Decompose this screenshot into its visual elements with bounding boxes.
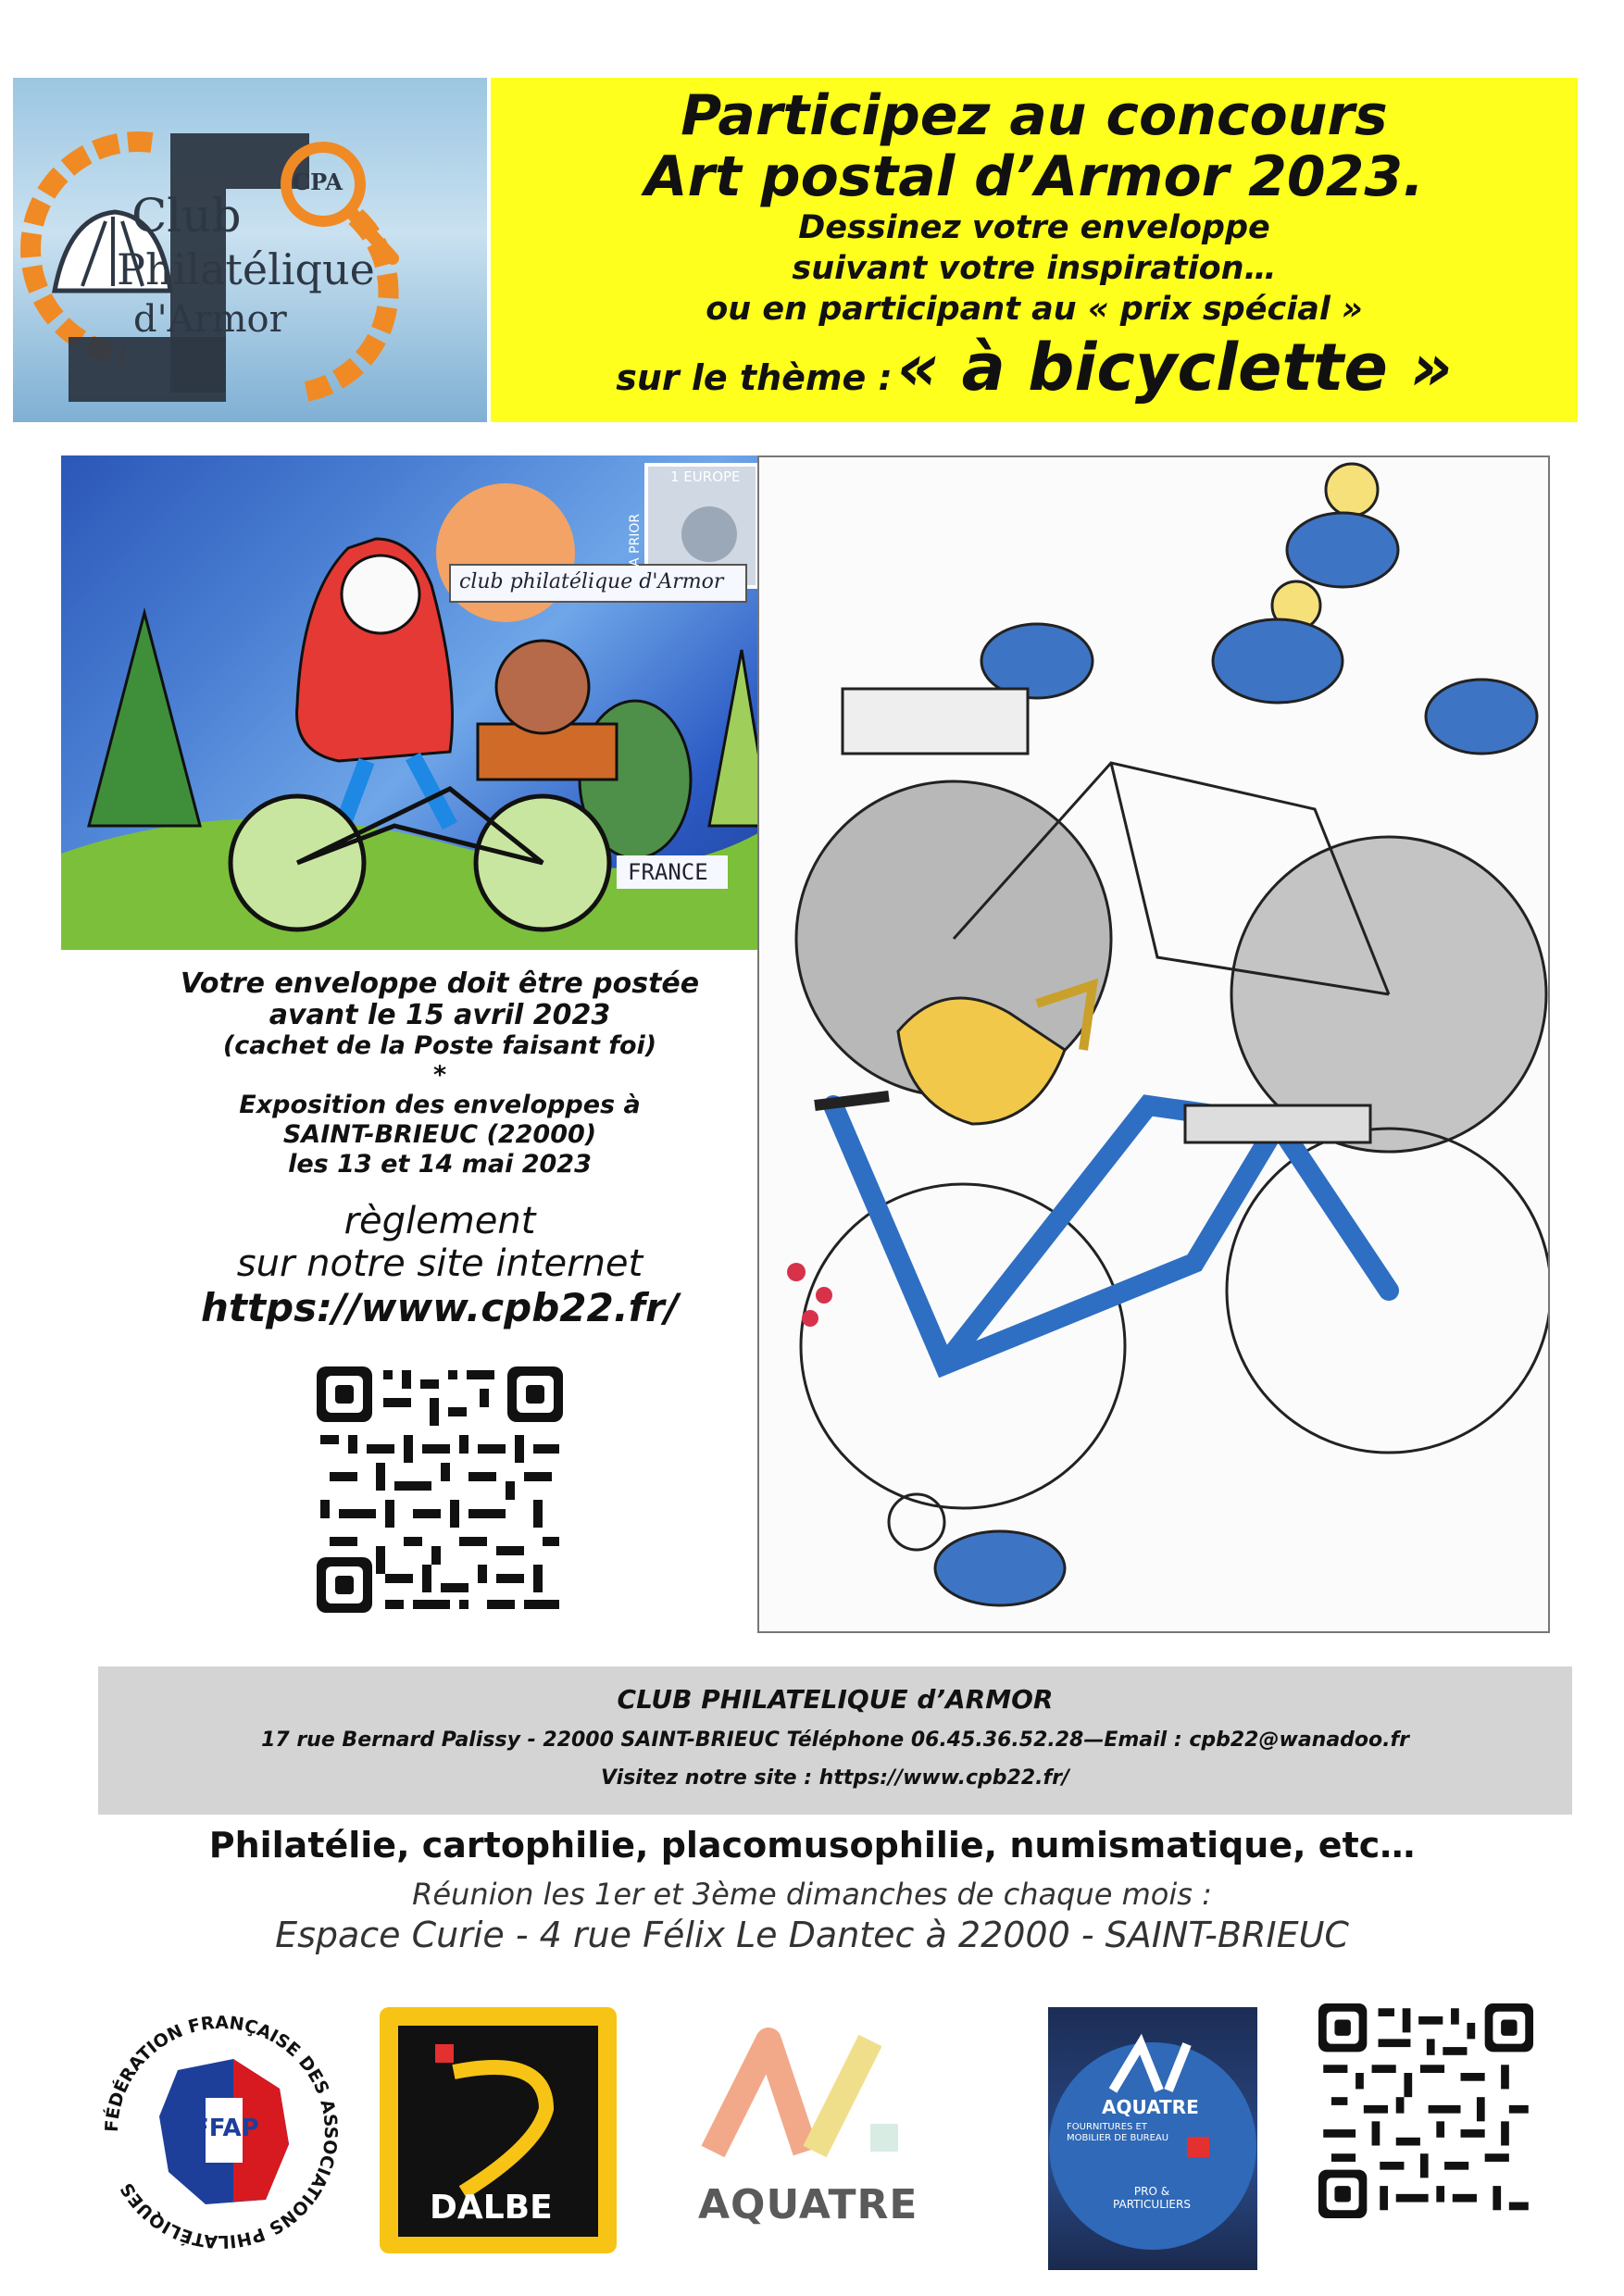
qr-code-left-icon[interactable] xyxy=(317,1366,563,1613)
aquatre-mark-icon xyxy=(685,2022,944,2179)
aquatre-store-pro: PRO & PARTICULIERS xyxy=(1113,2185,1191,2211)
rules-line-2: sur notre site internet xyxy=(236,1242,643,1285)
theme-title: « à bicyclette » xyxy=(896,330,1453,406)
club-logo xyxy=(13,78,487,422)
postmark-note: (cachet de la Poste faisant foi) xyxy=(222,1031,657,1060)
club-address: 17 rue Bernard Palissy - 22000 SAINT-BRIEUC Téléphone 06.45.36.52.28—Email : cpb22@wanadoo.fr xyxy=(261,1728,1409,1752)
ffap-logo xyxy=(94,2005,348,2259)
title-banner xyxy=(491,78,1578,422)
subtitle-line-1: Dessinez votre enveloppe xyxy=(798,209,1270,246)
dalbe-logo-panel xyxy=(398,2026,598,2237)
logo-line-3: d'Armor xyxy=(133,298,287,341)
postcard-country: FRANCE xyxy=(628,859,708,885)
dalbe-logo xyxy=(380,2007,617,2253)
rules-url-link[interactable]: https://www.cpb22.fr/ xyxy=(200,1285,680,1330)
hobbies-line: Philatélie, cartophilie, placomusophilie, numismatique, etc… xyxy=(208,1825,1416,1866)
subtitle-line-3: ou en participant au « prix spécial » xyxy=(706,291,1363,328)
club-name: CLUB PHILATELIQUE d’ARMOR xyxy=(617,1684,1054,1715)
exhibition-line-3: les 13 et 14 mai 2023 xyxy=(288,1150,592,1179)
qr-code-right-icon[interactable] xyxy=(1318,2003,1533,2218)
postcard-illustration xyxy=(61,455,770,950)
bicycles-sketch-icon xyxy=(759,457,1548,1631)
club-site-link[interactable]: Visitez notre site : https://www.cpb22.fr/ xyxy=(601,1766,1069,1790)
meeting-line: Réunion les 1er et 3ème dimanches de chaque mois : xyxy=(412,1877,1212,1912)
theme-label: sur le thème : xyxy=(616,357,893,398)
logo-badge: CPA xyxy=(293,168,344,195)
dalbe-wordmark: DALBE xyxy=(430,2189,553,2227)
subtitle-line-2: suivant votre inspiration… xyxy=(792,250,1277,287)
ffap-abbr: FFAP xyxy=(193,2115,259,2142)
exhibition-line-2: SAINT-BRIEUC (22000) xyxy=(282,1120,597,1149)
stamp-side-text: A PRIOR xyxy=(628,513,643,567)
aquatre-wordmark: AQUATRE xyxy=(698,2181,918,2228)
deadline-line-2: avant le 15 avril 2023 xyxy=(269,999,611,1031)
stamp-top-text: 1 EUROPE xyxy=(670,468,741,485)
rules-line-1: règlement xyxy=(344,1200,536,1242)
aquatre-store-photo xyxy=(1048,2007,1257,2270)
aquatre-logo xyxy=(685,2022,944,2235)
ffap-ring-text: FÉDÉRATION FRANÇAISE DES ASSOCIATIONS PHILATÉLIQUES xyxy=(101,2012,342,2252)
deadline-info xyxy=(74,968,806,1179)
logo-line-2: Philatélique xyxy=(117,244,375,294)
contact-box xyxy=(98,1666,1572,1815)
bicycles-drawing xyxy=(757,455,1550,1633)
separator-star: * xyxy=(432,1061,447,1090)
aquatre-store-sign: AQUATRE xyxy=(1102,2096,1199,2118)
exhibition-line-1: Exposition des enveloppes à xyxy=(239,1091,641,1119)
meeting-place: Espace Curie - 4 rue Félix Le Dantec à 22000 - SAINT-BRIEUC xyxy=(275,1915,1349,1955)
deadline-line-1: Votre enveloppe doit être postée xyxy=(180,967,700,1000)
rules-info xyxy=(74,1200,806,1331)
title-line-2: Art postal d’Armor 2023. xyxy=(644,144,1424,209)
logo-line-1: Club xyxy=(131,189,242,243)
title-line-1: Participez au concours xyxy=(681,83,1388,148)
postcard-label: club philatélique d'Armor xyxy=(459,570,724,593)
aquatre-store-sub: FOURNITURES ET MOBILIER DE BUREAU xyxy=(1067,2122,1169,2143)
